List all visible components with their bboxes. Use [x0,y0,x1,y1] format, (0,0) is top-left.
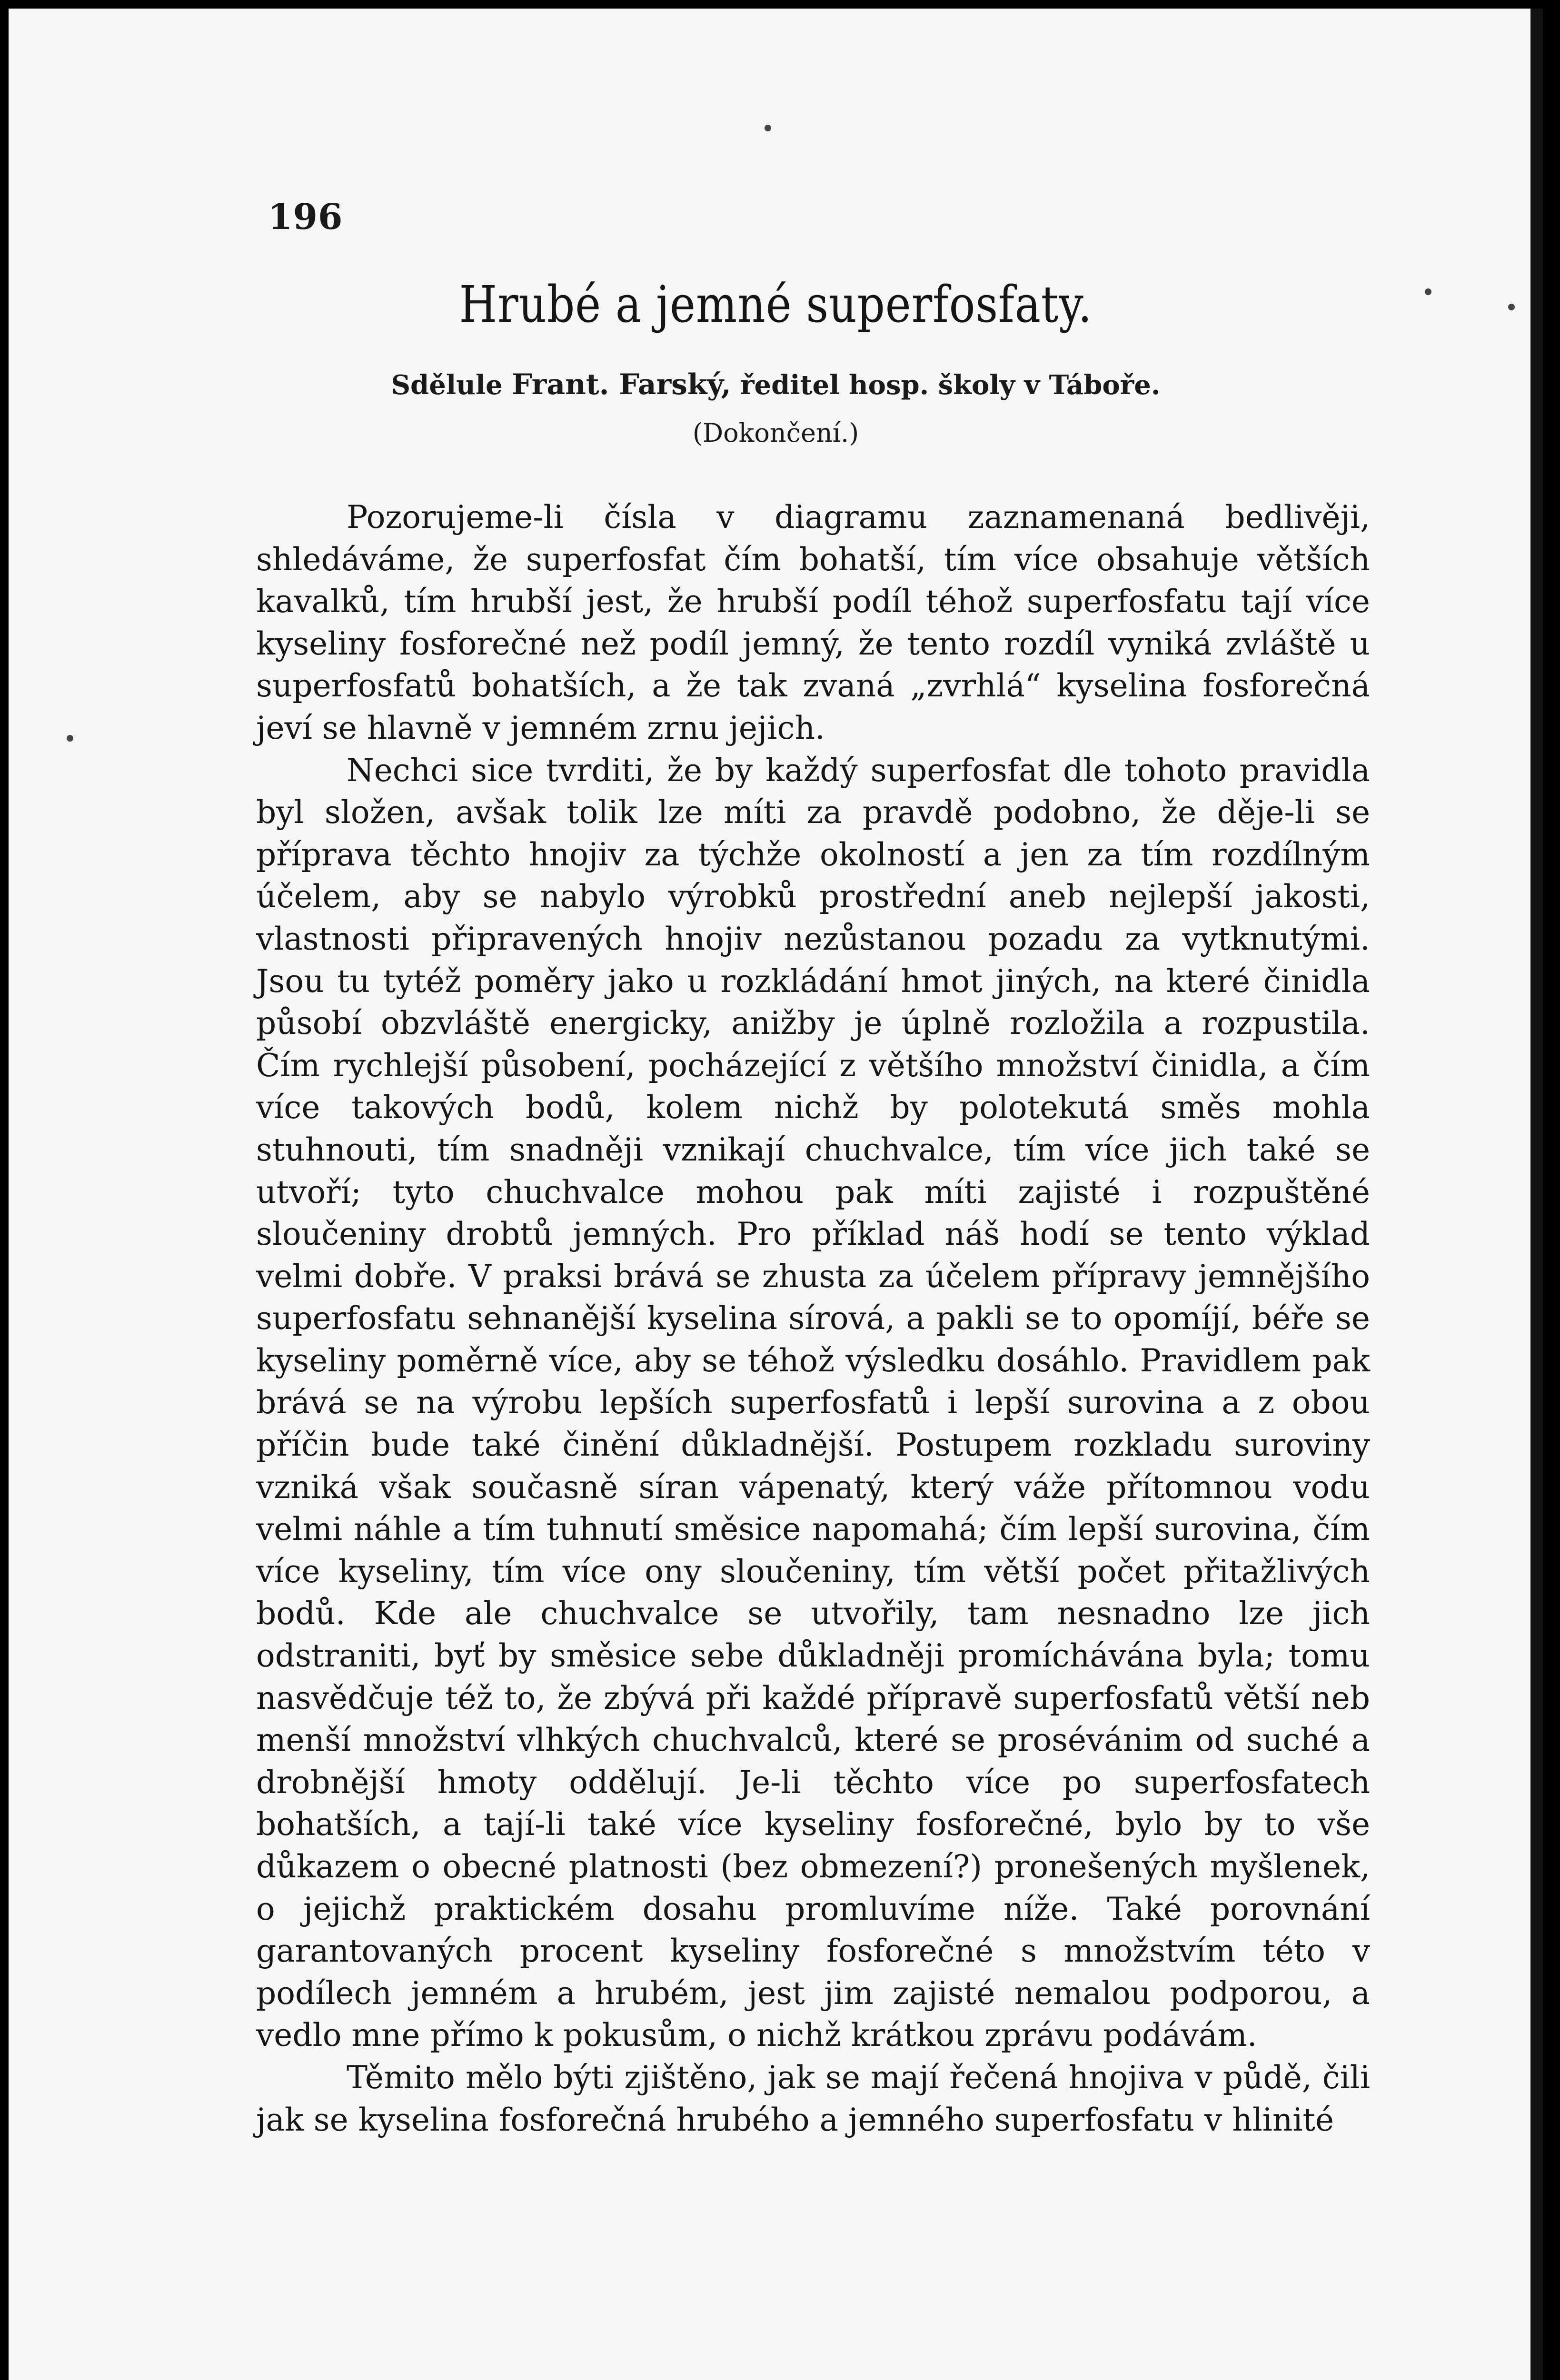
page-edge-shadow [1530,9,1543,2380]
article-body [256,496,1370,2141]
author-name: Frant. Farský, [512,368,731,401]
author-affiliation: ředitel hosp. školy v Táboře. [740,369,1161,401]
article-title: Hrubé a jemné superfosfaty. [459,275,1093,334]
book-page [9,9,1543,2380]
author-line [9,368,1543,401]
ink-speck [765,125,771,131]
ink-speck [1508,304,1515,310]
author-prefix: Sdělule [391,369,503,401]
paragraph-3: Těmito mělo býti zjištěno, jak se mají řečená hnojiva v půdě, čili jak se kyselina fosforečná hrubého a jemného superfosfatu v hlinité [256,2059,1370,2138]
paragraph-2: Nechci sice tvrditi, že by každý superfosfat dle tohoto pravidla byl složen, avšak tolik lze míti za pravdě podobno, že děje-li se příprava těchto hnojiv za týchže okolností a jen za tím rozdílným účelem, aby se nabylo výrobků prostřední aneb nejlepší jakosti, vlastnosti připravených hnojiv nezůstanou pozadu za vytknutými. Jsou tu tytéž poměry jako u rozkládání hmot jiných, na které činidla působí obzvláště energicky, anižby je úplně rozložila a rozpustila. Čím rychlejší působení, pocházející z většího množství činidla, a čím více takových bodů, kolem nichž by polotekutá směs mohla stuhnouti, tím snadněji vznikají chuchvalce, tím více jich také se utvoří; tyto chuchvalce mohou pak míti zajisté i rozpuštěné sloučeniny drobtů jemných. Pro příklad náš hodí se tento výklad velmi dobře. V praksi brává se zhusta za účelem přípravy jemnějšího superfosfatu sehnanější kyselina sírová, a pakli se to opomíjí, béře se kyseliny poměrně více, aby se téhož výsledku dosáhlo. Pravidlem pak brává se na výrobu lepších superfosfatů i lepší surovina a z obou příčin bude také činění důkladnější. Postupem rozkladu suroviny vzniká však současně síran vápenatý, který váže přítomnou vodu velmi náhle a tím tuhnutí směsice napomahá; čím lepší surovina, čím více kyseliny, tím více ony sloučeniny, tím větší počet přitažlivých bodů. Kde ale chuchvalce se utvořily, tam nesnadno lze jich odstraniti, byť by směsice sebe důkladněji promíchávána byla; tomu nasvědčuje též to, že zbývá při každé přípravě superfosfatů větší neb menší množství vlhkých chuchvalců, které se prosévánim od suché a drobnější hmoty oddělují. Je-li těchto více po superfosfatech bohatších, a tají-li také více kyseliny fosforečné, bylo by to vše důkazem o obecné platnosti (bez obmezení?) pronešených myšlenek, o jejichž praktickém dosahu promluvíme níže. Také porovnání garantovaných procent kyseliny fosforečné s množstvím této v podílech jemném a hrubém, jest jim zajisté nemalou podporou, a vedlo mne přímo k pokusům, o nichž krátkou zprávu podávám. [256,752,1370,2054]
page-number: 196 [268,197,343,238]
continuation-note: (Dokončení.) [692,418,859,448]
paragraph-1: Pozorujeme-li čísla v diagramu zaznamenaná bedlivěji, shledáváme, že superfosfat čím bohatší, tím více obsahuje větších kavalků, tím hrubší jest, že hrubší podíl téhož superfosfatu tají více kyseliny fosforečné než podíl jemný, že tento rozdíl vyniká zvláště u superfosfatů bohatších, a že tak zvaná „zvrhlá“ kyselina fosforečná jeví se hlavně v jemném zrnu jejich. [256,499,1370,746]
ink-speck [67,735,73,742]
